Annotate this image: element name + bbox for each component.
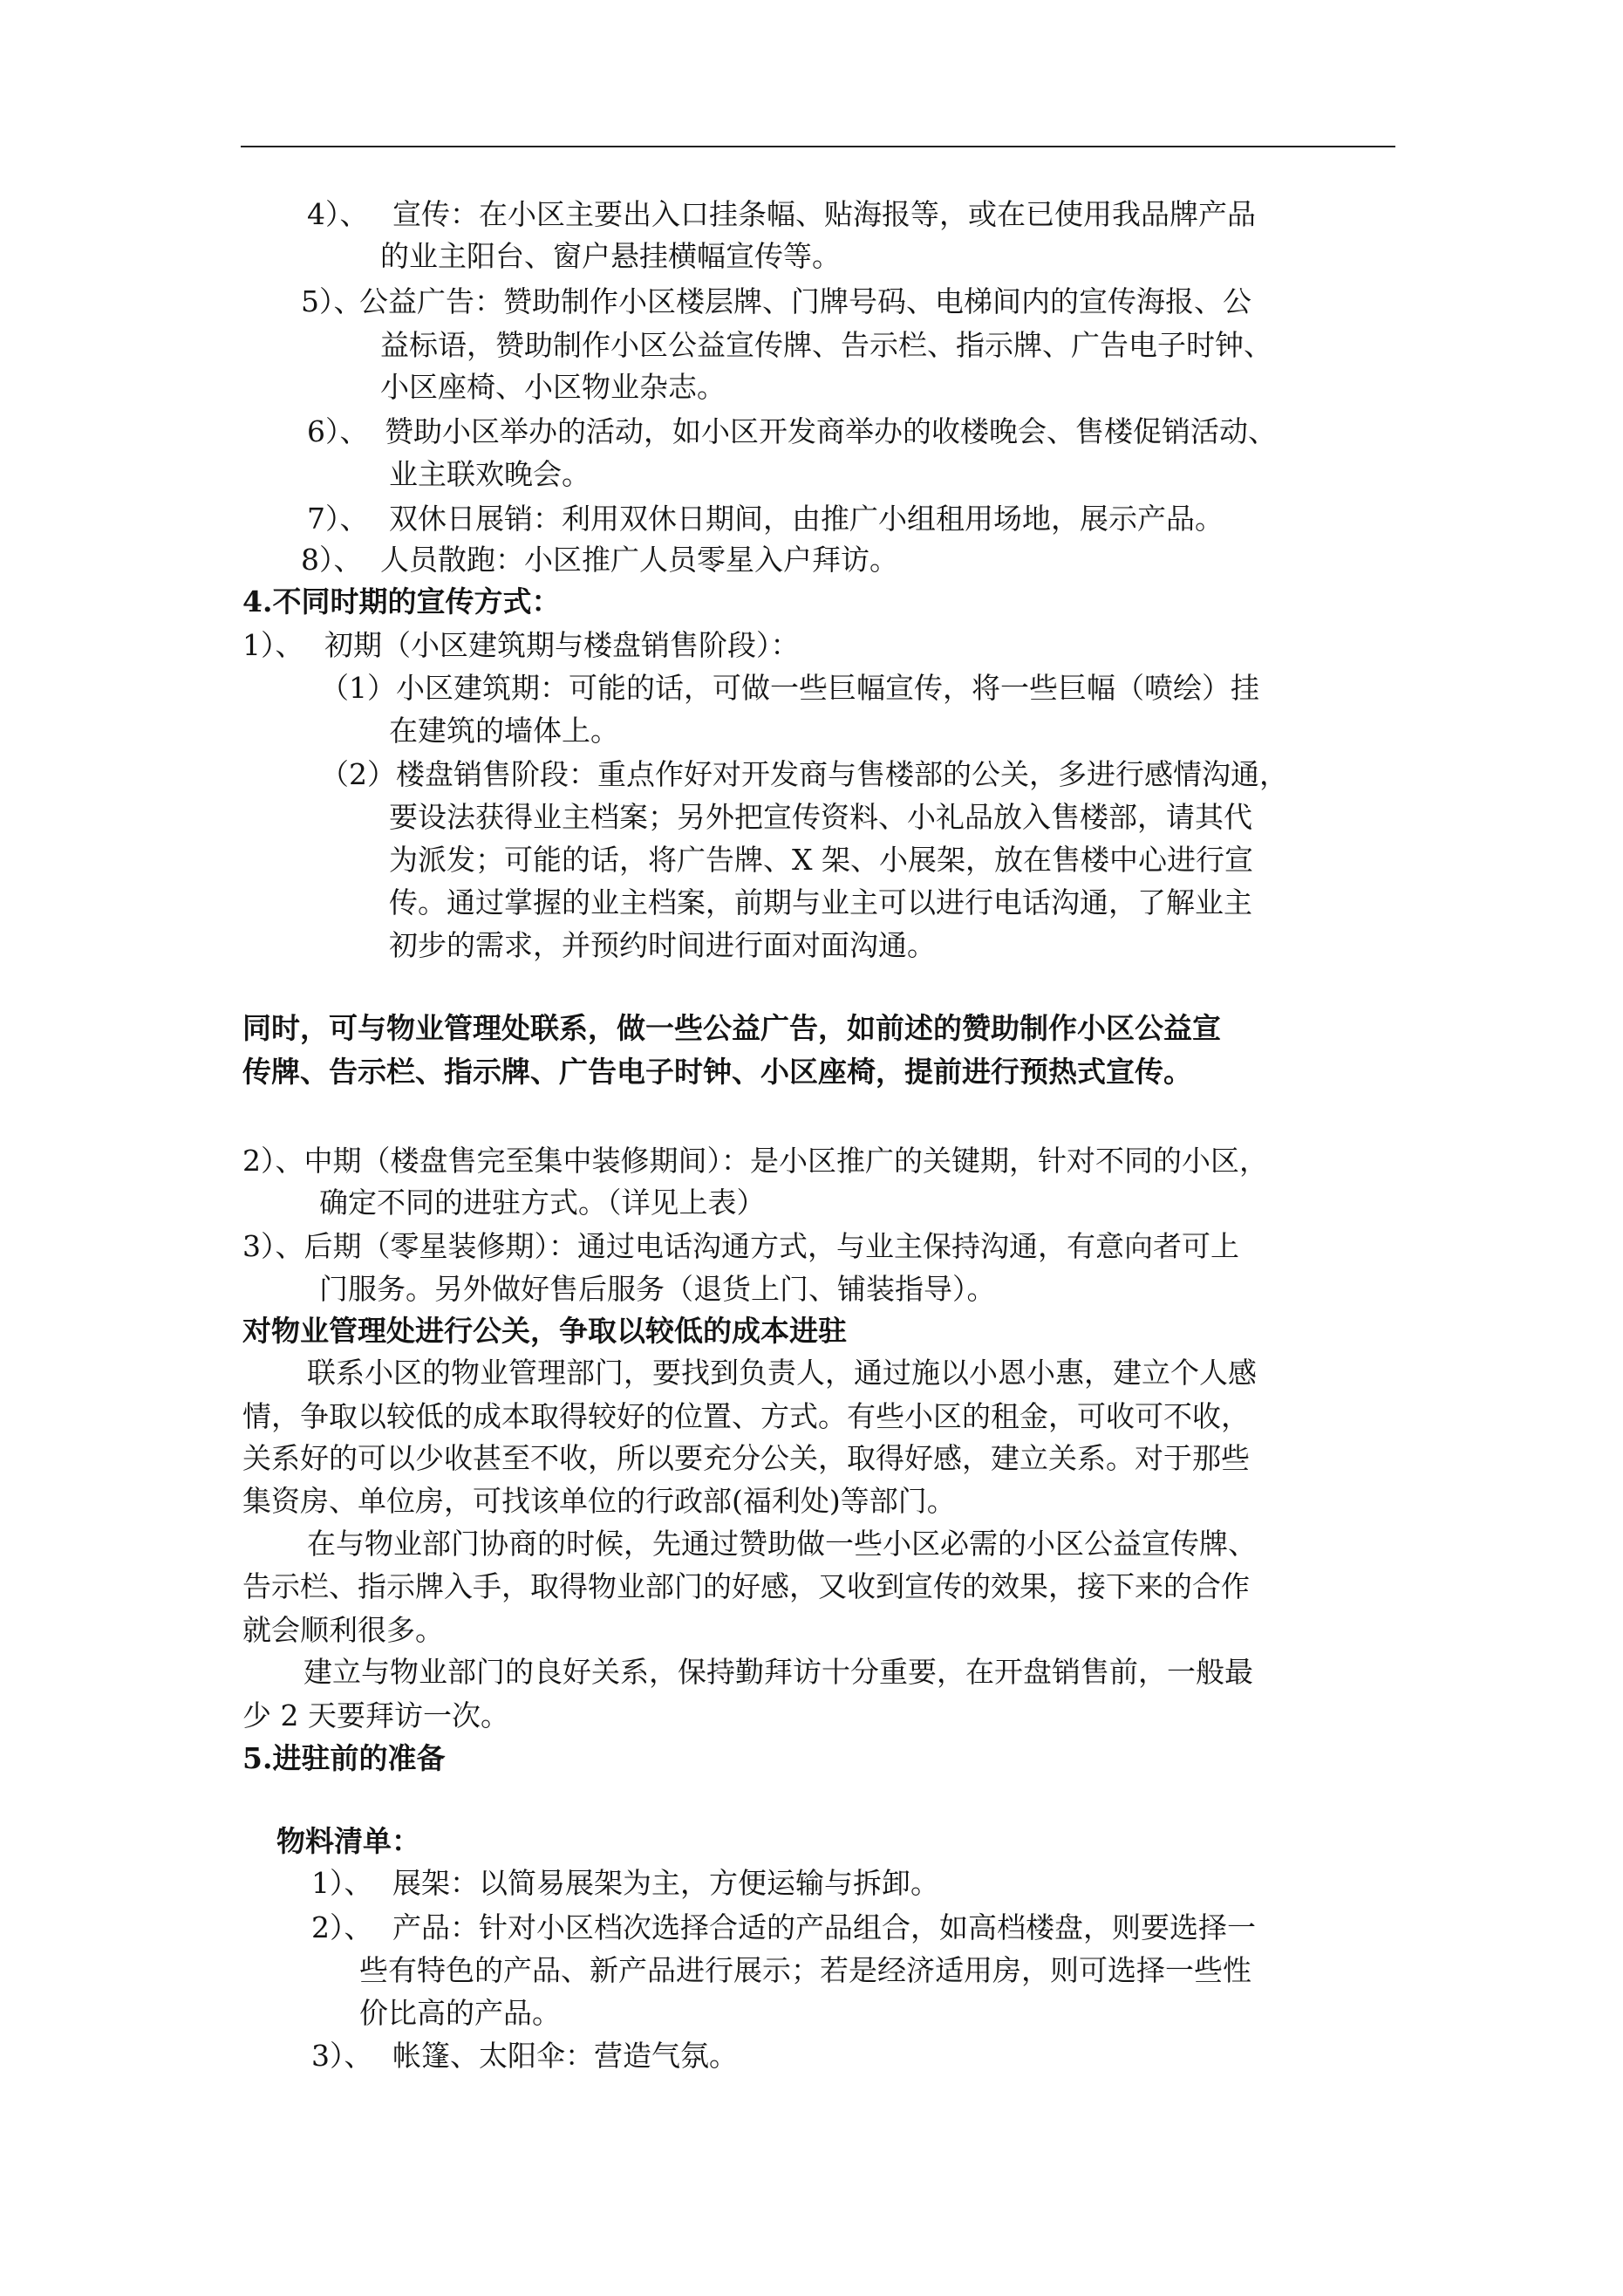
material-1-line-1: 展架：以简易展架为主，方便运输与拆卸。 xyxy=(392,1866,939,1900)
section-4-heading: 4.不同时期的宣传方式： xyxy=(242,584,561,618)
material-2-line-3: 价比高的产品。 xyxy=(359,1996,561,2030)
period-3-line-1: 3）、后期（零星装修期）：通过电话沟通方式，与业主保持沟通，有意向者可上 xyxy=(242,1229,1239,1263)
material-1-label: 1）、 xyxy=(311,1866,373,1900)
item-5-label: 5）、 xyxy=(301,284,363,318)
period-1-sub2-line-5: 初步的需求，并预约时间进行面对面沟通。 xyxy=(389,928,936,962)
item-6-label: 6）、 xyxy=(307,414,369,448)
item-8-line-1: 人员散跑：小区推广人员零星入户拜访。 xyxy=(380,543,898,577)
material-2-line-1: 产品：针对小区档次选择合适的产品组合，如高档楼盘，则要选择一 xyxy=(392,1910,1256,1944)
material-2-label: 2）、 xyxy=(311,1910,373,1944)
property-para3-line-1: 建立与物业部门的良好关系，保持勤拜访十分重要，在开盘销售前，一般最 xyxy=(303,1655,1253,1689)
period-1-label: 1）、 xyxy=(242,628,304,662)
period-1-sub1-line-1: （1）小区建筑期：可能的话，可做一些巨幅宣传，将一些巨幅（喷绘）挂 xyxy=(320,671,1259,705)
material-3-line-1: 帐篷、太阳伞：营造气氛。 xyxy=(392,2039,738,2073)
property-para1-line-4: 集资房、单位房，可找该单位的行政部(福利处)等部门。 xyxy=(242,1484,956,1518)
header-rule xyxy=(241,146,1395,147)
period-2-line-2: 确定不同的进驻方式。（详见上表） xyxy=(319,1186,766,1220)
property-heading: 对物业管理处进行公关，争取以较低的成本进驻 xyxy=(242,1314,847,1348)
period-3-line-2: 门服务。另外做好售后服务（退货上门、铺装指导）。 xyxy=(319,1272,996,1306)
period-1-sub2-line-4: 传。通过掌握的业主档案，前期与业主可以进行电话沟通，了解业主 xyxy=(389,885,1252,919)
property-para1-line-1: 联系小区的物业管理部门，要找到负责人，通过施以小恩小惠，建立个人感 xyxy=(307,1356,1257,1390)
period-2-line-1: 2）、中期（楼盘售完至集中装修期间）：是小区推广的关键期，针对不同的小区， xyxy=(242,1144,1268,1178)
period-1-sub2-line-3: 为派发；可能的话，将广告牌、X 架、小展架，放在售楼中心进行宣 xyxy=(389,843,1253,877)
item-6-line-2: 业主联欢晚会。 xyxy=(389,457,590,491)
property-para2-line-1: 在与物业部门协商的时候，先通过赞助做一些小区必需的小区公益宣传牌、 xyxy=(307,1527,1257,1561)
section-5-heading: 5.进驻前的准备 xyxy=(242,1741,446,1775)
item-5-line-3: 小区座椅、小区物业杂志。 xyxy=(380,370,726,404)
property-para2-line-2: 告示栏、指示牌入手，取得物业部门的好感，又收到宣传的效果，接下来的合作 xyxy=(242,1569,1250,1603)
period-1-sub2-line-1: （2）楼盘销售阶段：重点作好对开发商与售楼部的公关，多进行感情沟通， xyxy=(320,757,1288,791)
item-6-line-1: 赞助小区举办的活动，如小区开发商举办的收楼晚会、售楼促销活动、 xyxy=(385,414,1277,448)
property-para1-line-2: 情，争取以较低的成本取得较好的位置、方式。有些小区的租金，可收可不收， xyxy=(242,1399,1250,1433)
materials-heading: 物料清单： xyxy=(276,1824,420,1858)
property-para2-line-3: 就会顺利很多。 xyxy=(242,1613,444,1647)
bold-note-line-1: 同时，可与物业管理处联系，做一些公益广告，如前述的赞助制作小区公益宣 xyxy=(242,1011,1221,1045)
item-5-line-1: 公益广告：赞助制作小区楼层牌、门牌号码、电梯间内的宣传海报、公 xyxy=(359,284,1251,318)
item-7-line-1: 双休日展销：利用双休日期间，由推广小组租用场地，展示产品。 xyxy=(389,502,1224,536)
item-8-label: 8）、 xyxy=(301,543,363,577)
item-5-line-2: 益标语，赞助制作小区公益宣传牌、告示栏、指示牌、广告电子时钟、 xyxy=(380,328,1272,362)
period-1-text: 初期（小区建筑期与楼盘销售阶段）： xyxy=(324,628,800,662)
property-para3-line-2: 少 2 天要拜访一次。 xyxy=(242,1698,509,1732)
item-7-label: 7）、 xyxy=(307,502,369,536)
item-4-label: 4）、 xyxy=(307,197,369,231)
bold-note-line-2: 传牌、告示栏、指示牌、广告电子时钟、小区座椅，提前进行预热式宣传。 xyxy=(242,1055,1192,1089)
period-1-sub1-line-2: 在建筑的墙体上。 xyxy=(389,714,619,748)
period-1-sub2-line-2: 要设法获得业主档案；另外把宣传资料、小礼品放入售楼部，请其代 xyxy=(389,800,1252,834)
material-3-label: 3）、 xyxy=(311,2039,373,2073)
item-4-line-2: 的业主阳台、窗户悬挂横幅宣传等。 xyxy=(380,239,841,273)
property-para1-line-3: 关系好的可以少收甚至不收，所以要充分公关，取得好感，建立关系。对于那些 xyxy=(242,1441,1250,1475)
item-4-line-1: 宣传：在小区主要出入口挂条幅、贴海报等，或在已使用我品牌产品 xyxy=(392,197,1256,231)
material-2-line-2: 些有特色的产品、新产品进行展示；若是经济适用房，则可选择一些性 xyxy=(359,1953,1251,1987)
